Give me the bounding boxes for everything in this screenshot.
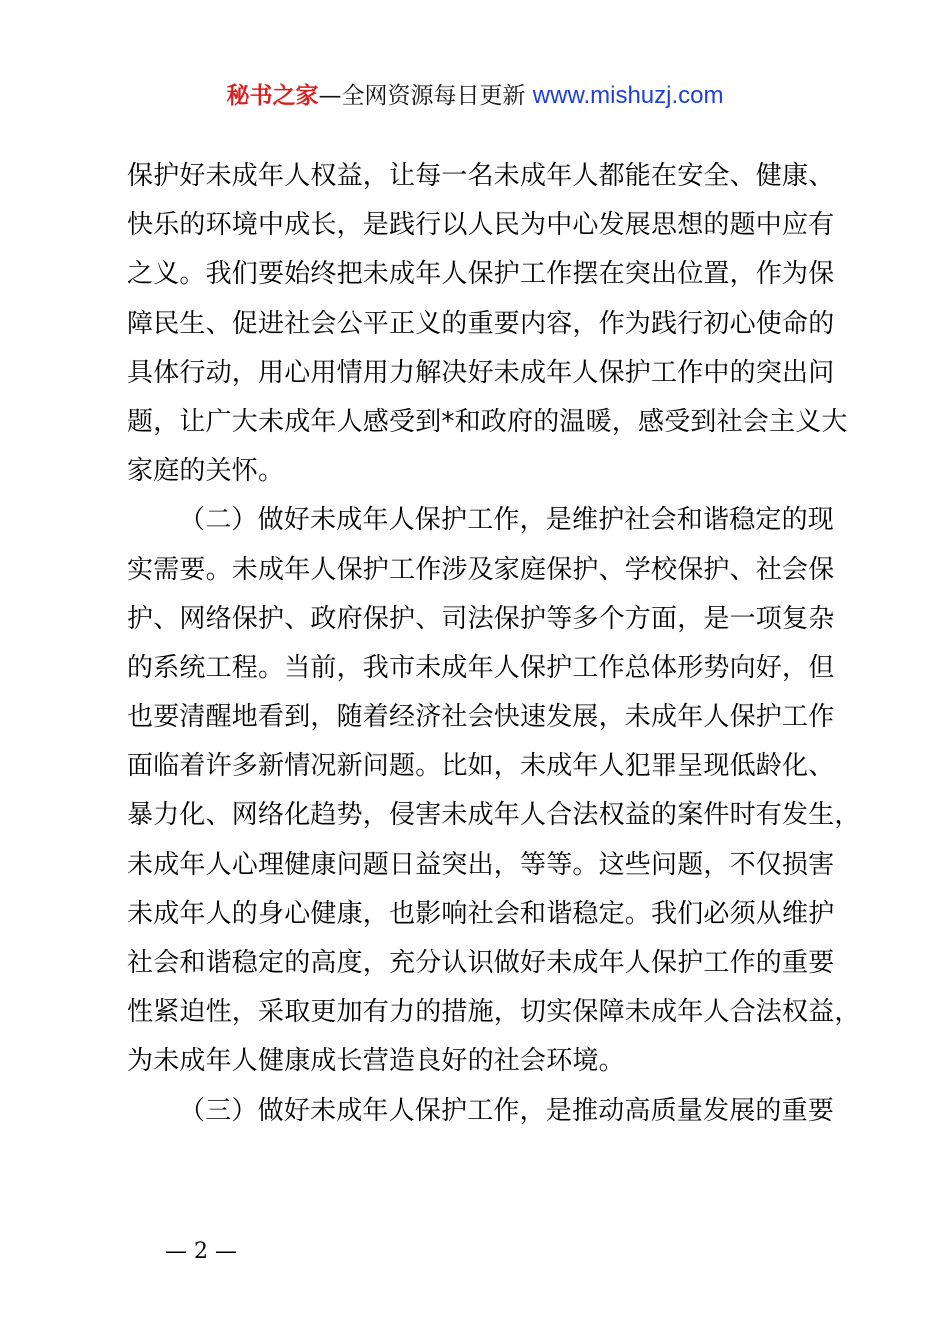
body-line: 未成年人的身心健康，也影响社会和谐稳定。我们必须从维护 xyxy=(127,898,835,929)
body-line: 为未成年人健康成长营造良好的社会环境。 xyxy=(127,1046,625,1077)
body-line: 题，让广大未成年人感受到*和政府的温暖，感受到社会主义大 xyxy=(127,406,848,437)
body-line: 障民生、促进社会公平正义的重要内容，作为践行初心使命的 xyxy=(127,308,835,339)
body-line: 未成年人心理健康问题日益突出，等等。这些问题，不仅损害 xyxy=(127,849,835,880)
body-line: 实需要。未成年人保护工作涉及家庭保护、学校保护、社会保 xyxy=(127,554,835,585)
body-line: 的系统工程。当前，我市未成年人保护工作总体形势向好，但 xyxy=(127,652,835,683)
body-line: 快乐的环境中成长，是践行以人民为中心发展思想的题中应有 xyxy=(127,210,835,241)
page-number: — 2 — xyxy=(165,1239,237,1264)
body-line: 护、网络保护、政府保护、司法保护等多个方面，是一项复杂 xyxy=(127,603,835,634)
site-header xyxy=(0,80,950,112)
header-tagline: —全网资源每日更新 xyxy=(318,83,526,109)
site-url[interactable]: www.mishuzj.com xyxy=(532,82,724,109)
body-line: 面临着许多新情况新问题。比如，未成年人犯罪呈现低龄化、 xyxy=(127,751,835,782)
body-line: 之义。我们要始终把未成年人保护工作摆在突出位置，作为保 xyxy=(127,259,835,290)
body-line: 也要清醒地看到，随着经济社会快速发展，未成年人保护工作 xyxy=(127,702,835,733)
body-line: 暴力化、网络化趋势，侵害未成年人合法权益的案件时有发生， xyxy=(127,800,861,831)
body-line: 保护好未成年人权益，让每一名未成年人都能在安全、健康、 xyxy=(127,161,835,191)
document-body xyxy=(127,152,861,1136)
section-heading-3: （三）做好未成年人保护工作，是推动高质量发展的重要 xyxy=(179,1095,835,1126)
body-line: 性紧迫性，采取更加有力的措施，切实保障未成年人合法权益， xyxy=(127,997,861,1028)
body-line: 家庭的关怀。 xyxy=(127,456,285,487)
brand-name: 秘书之家 xyxy=(226,83,319,109)
body-line: 具体行动，用心用情用力解决好未成年人保护工作中的突出问 xyxy=(127,357,835,388)
section-heading-2: （二）做好未成年人保护工作，是维护社会和谐稳定的现 xyxy=(179,505,835,536)
body-line: 社会和谐稳定的高度，充分认识做好未成年人保护工作的重要 xyxy=(127,948,835,978)
